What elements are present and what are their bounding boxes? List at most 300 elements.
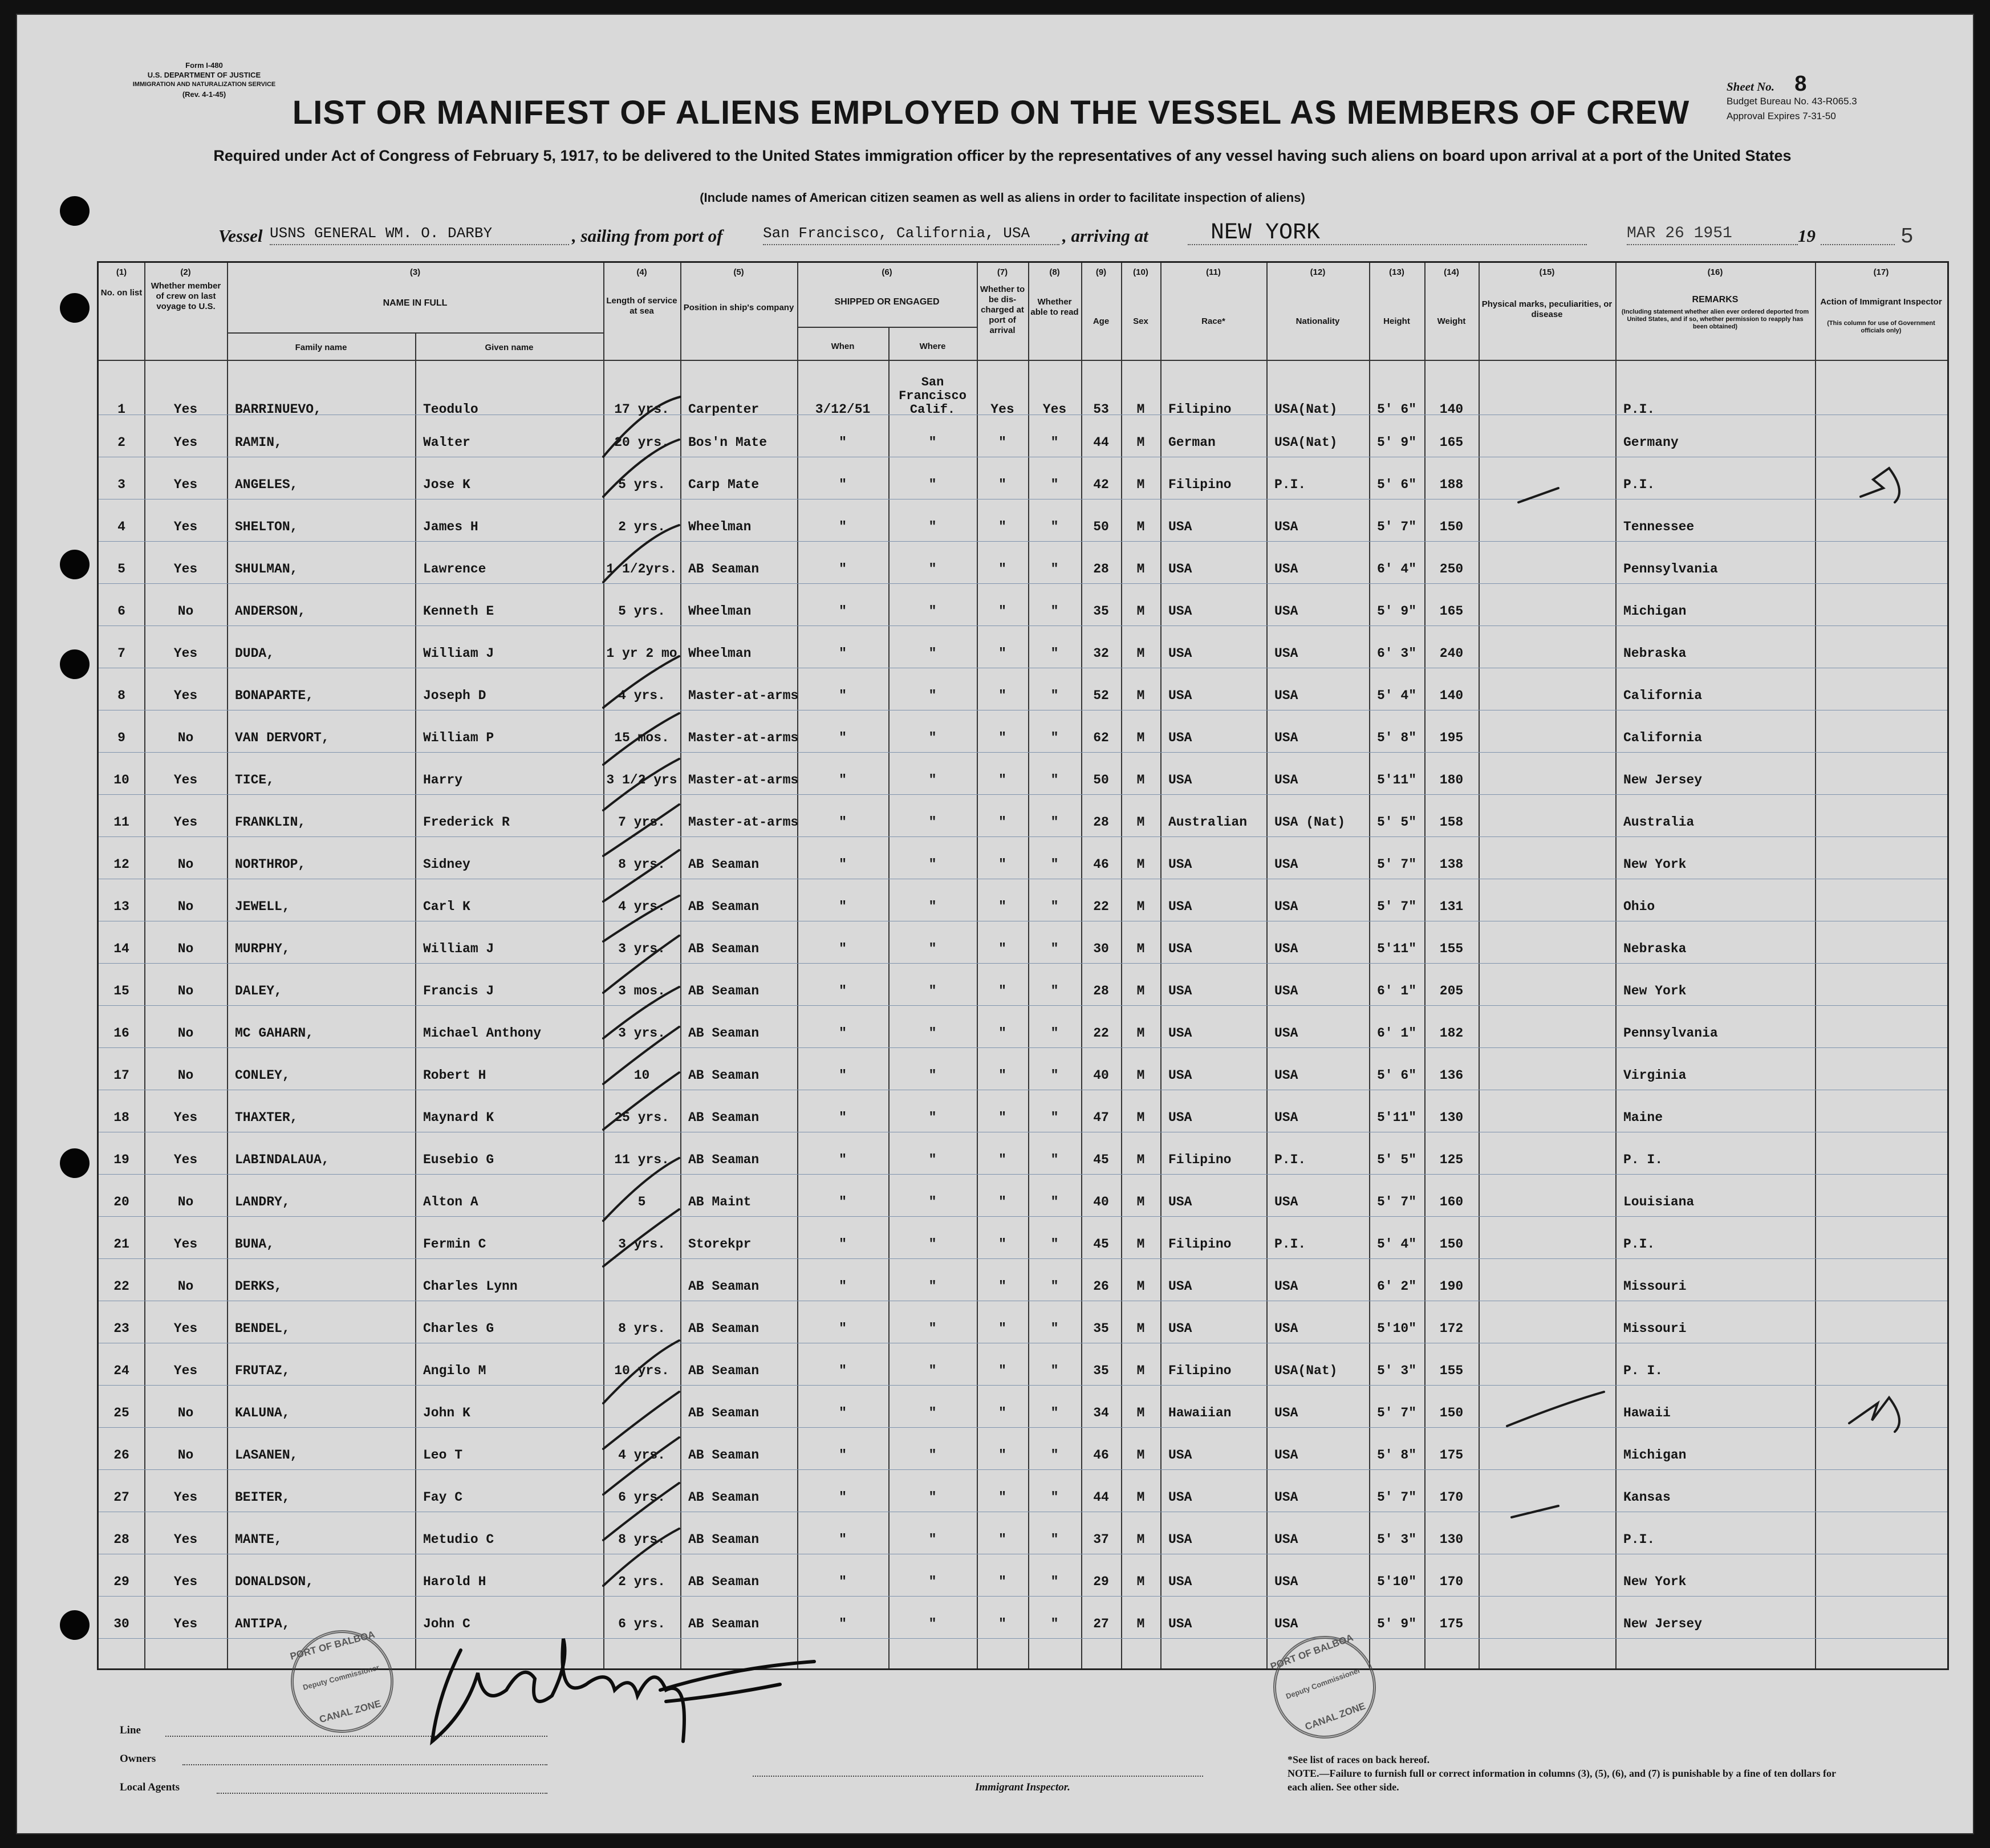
header-weight: Weight	[1437, 316, 1466, 326]
cell-race: USA	[1168, 1195, 1192, 1209]
cell-disch: "	[998, 1448, 1006, 1463]
header-no-on-list: No. on list	[100, 288, 143, 298]
vessel-line	[218, 220, 1900, 250]
header-whether-member: Whether member of crew on last voyage to U.S.	[151, 281, 221, 311]
cell-nat: USA	[1274, 1490, 1298, 1505]
cell-position: Wheelman	[688, 646, 752, 661]
cell-nat: USA	[1274, 519, 1298, 534]
cell-weight: 131	[1439, 899, 1464, 914]
cell-sex: M	[1136, 688, 1145, 703]
cell-nat: USA (Nat)	[1274, 815, 1346, 830]
cell-weight: 138	[1439, 857, 1464, 872]
cell-family: NORTHROP,	[235, 857, 306, 872]
stamp-port: PORT OF BALBOA	[289, 1628, 376, 1662]
sheet-label: Sheet No.	[1727, 80, 1774, 94]
cell-disch: "	[998, 1490, 1006, 1505]
sheet-number: 8	[1794, 72, 1807, 96]
cell-no: 23	[113, 1321, 129, 1336]
sailing-label: , sailing from port of	[572, 226, 723, 246]
races-note: *See list of races on back hereof.	[1288, 1754, 1430, 1765]
cell-age: 32	[1093, 646, 1109, 661]
cell-remarks: Nebraska	[1623, 646, 1687, 661]
cell-remarks: Missouri	[1623, 1321, 1687, 1336]
cell-race: Filipino	[1168, 1237, 1232, 1252]
stamp-zone: CANAL ZONE	[1303, 1700, 1367, 1733]
cell-sex: M	[1136, 1532, 1145, 1547]
cell-position: AB Seaman	[688, 562, 760, 576]
check-mark	[603, 850, 679, 901]
cell-no: 25	[113, 1406, 129, 1420]
cell-sex: M	[1136, 435, 1145, 450]
cell-given: Leo T	[423, 1448, 463, 1463]
cell-disch: "	[998, 1279, 1006, 1294]
cell-when: "	[839, 1152, 847, 1167]
stamp-middle: Deputy Commissioner	[1285, 1666, 1362, 1701]
where-first-row: San Francisco Calif.	[899, 375, 966, 417]
cell-age: 45	[1093, 1237, 1109, 1252]
cell-position: AB Seaman	[688, 899, 760, 914]
cell-given: Lawrence	[423, 562, 486, 576]
owners-blank	[182, 1764, 547, 1765]
cell-when: "	[839, 941, 847, 956]
cell-age: 35	[1093, 604, 1109, 619]
cell-disch: "	[998, 1321, 1006, 1336]
cell-read: "	[1050, 688, 1059, 703]
cell-nat: USA	[1274, 1617, 1298, 1631]
cell-remarks: P.I.	[1623, 477, 1655, 492]
cell-sex: M	[1136, 730, 1145, 745]
cell-service: 2 yrs.	[618, 1574, 665, 1589]
cell-height: 5'10"	[1376, 1321, 1416, 1336]
cell-read: "	[1050, 562, 1059, 576]
cell-given: Maynard K	[423, 1110, 494, 1125]
cell-remarks: Pennsylvania	[1623, 1026, 1718, 1041]
cell-height: 5' 6"	[1376, 477, 1416, 492]
cell-family: MANTE,	[235, 1532, 282, 1547]
cell-height: 5' 8"	[1376, 730, 1416, 745]
cell-nat: P.I.	[1274, 1152, 1306, 1167]
cell-remarks: Michigan	[1623, 604, 1687, 619]
cell-read: "	[1050, 1321, 1059, 1336]
cell-age: 26	[1093, 1279, 1109, 1294]
cell-race: Filipino	[1168, 402, 1232, 417]
cell-sex: M	[1136, 1490, 1145, 1505]
cell-disch: "	[998, 519, 1006, 534]
cell-remarks: Tennessee	[1623, 519, 1695, 534]
cell-race: USA	[1168, 604, 1192, 619]
cell-height: 6' 2"	[1376, 1279, 1416, 1294]
check-mark	[603, 936, 679, 993]
cell-no: 2	[117, 435, 125, 450]
cell-no: 12	[113, 857, 129, 872]
cell-weight: 240	[1439, 646, 1464, 661]
cell-no: 21	[113, 1237, 129, 1252]
cell-position: AB Seaman	[688, 1490, 760, 1505]
cell-weight: 170	[1439, 1574, 1464, 1589]
inspector-blank	[753, 1776, 1203, 1777]
cell-disch: "	[998, 773, 1006, 787]
cell-disch: Yes	[990, 402, 1014, 417]
cell-where: "	[928, 815, 937, 830]
cell-when: "	[839, 1068, 847, 1083]
cell-where: "	[928, 604, 937, 619]
cell-sex: M	[1136, 402, 1145, 417]
cell-weight: 150	[1439, 1406, 1464, 1420]
header-nationality: Nationality	[1295, 316, 1340, 326]
cell-weight: 188	[1439, 477, 1464, 492]
cell-given: Kenneth E	[423, 604, 494, 619]
cell-service: 3 yrs.	[618, 1026, 665, 1041]
cell-given: Angilo M	[423, 1363, 486, 1378]
cell-nat: USA	[1274, 1026, 1298, 1041]
cell-when: "	[839, 562, 847, 576]
cell-service: 25 yrs.	[614, 1110, 669, 1125]
cell-given: John C	[423, 1617, 470, 1631]
cell-disch: "	[998, 1026, 1006, 1041]
cell-service: 15 mos.	[614, 730, 669, 745]
header-race: Race*	[1201, 316, 1225, 326]
cell-member: Yes	[173, 402, 198, 417]
cell-no: 1	[117, 402, 125, 417]
cell-race: USA	[1168, 1321, 1192, 1336]
cell-age: 47	[1093, 1110, 1109, 1125]
cell-read: "	[1050, 1237, 1059, 1252]
cell-disch: "	[998, 1363, 1006, 1378]
col-num: (6)	[882, 267, 892, 277]
cell-when: "	[839, 857, 847, 872]
cell-when: "	[839, 1490, 847, 1505]
stamp-port: PORT OF BALBOA	[1269, 1632, 1355, 1672]
cell-family: ANDERSON,	[235, 604, 306, 619]
cell-remarks: New York	[1623, 984, 1687, 998]
cell-service: 8 yrs.	[618, 1321, 665, 1336]
cell-race: USA	[1168, 519, 1192, 534]
cell-remarks: Louisiana	[1623, 1195, 1695, 1209]
cell-member: No	[177, 604, 194, 619]
cell-remarks: New York	[1623, 1574, 1687, 1589]
cell-no: 10	[113, 773, 129, 787]
cell-sex: M	[1136, 1363, 1145, 1378]
cell-given: Harry	[423, 773, 463, 787]
cell-remarks: P.I.	[1623, 1532, 1655, 1547]
cell-position: AB Seaman	[688, 1110, 760, 1125]
cell-sex: M	[1136, 1195, 1145, 1209]
cell-race: USA	[1168, 1617, 1192, 1631]
cell-remarks: California	[1623, 730, 1703, 745]
cell-nat: USA	[1274, 1532, 1298, 1547]
cell-when: "	[839, 984, 847, 998]
cell-where: "	[928, 1110, 937, 1125]
cell-race: Hawaiian	[1168, 1406, 1232, 1420]
cell-no: 8	[117, 688, 125, 703]
vessel-name: USNS GENERAL WM. O. DARBY	[270, 225, 569, 245]
cell-read: "	[1050, 1279, 1059, 1294]
cell-member: No	[177, 984, 194, 998]
cell-when: "	[839, 1279, 847, 1294]
cell-height: 5'11"	[1376, 773, 1416, 787]
cell-when: "	[839, 1617, 847, 1631]
col-num: (13)	[1389, 267, 1404, 277]
cell-read: "	[1050, 1617, 1059, 1631]
cell-position: AB Seaman	[688, 857, 760, 872]
cell-service: 2 yrs.	[618, 519, 665, 534]
cell-remarks: Kansas	[1623, 1490, 1671, 1505]
cell-nat: USA	[1274, 857, 1298, 872]
penalty-note: NOTE.—Failure to furnish full or correct information in columns (3), (5), (6), and (7) is punishable by a fine of ten dollars for each alien. See other side.	[1288, 1768, 1836, 1793]
cell-given: Sidney	[423, 857, 470, 872]
cell-nat: USA	[1274, 604, 1298, 619]
cell-member: Yes	[173, 1617, 198, 1631]
cell-position: AB Seaman	[688, 1363, 760, 1378]
cell-member: No	[177, 899, 194, 914]
cell-service: 5 yrs.	[618, 604, 665, 619]
cell-when: "	[839, 1532, 847, 1547]
cell-family: LABINDALAUA,	[235, 1152, 330, 1167]
header-length-service: Length of service at sea	[606, 296, 677, 316]
cell-nat: USA	[1274, 688, 1298, 703]
cell-no: 26	[113, 1448, 129, 1463]
cell-when: "	[839, 1574, 847, 1589]
check-mark	[603, 987, 679, 1038]
cell-age: 40	[1093, 1068, 1109, 1083]
cell-nat: P.I.	[1274, 477, 1306, 492]
cell-given: Harold H	[423, 1574, 486, 1589]
cell-service: 1 yr 2 mo	[606, 646, 677, 661]
cell-service: 10 yrs.	[614, 1363, 669, 1378]
cell-age: 22	[1093, 899, 1109, 914]
cell-when: "	[839, 1110, 847, 1125]
cell-family: KALUNA,	[235, 1406, 290, 1420]
cell-given: James H	[423, 519, 478, 534]
cell-family: BENDEL,	[235, 1321, 290, 1336]
cell-race: USA	[1168, 1110, 1192, 1125]
tick-mark	[1518, 488, 1558, 502]
cell-where: "	[928, 984, 937, 998]
cell-nat: USA	[1274, 1574, 1298, 1589]
cell-family: FRUTAZ,	[235, 1363, 290, 1378]
cell-remarks: Ohio	[1623, 899, 1655, 914]
cell-service: 3 1/2 yrs	[606, 773, 677, 787]
header-discharged: Whether to be dis-charged at port of arrival	[980, 285, 1025, 335]
cell-given: Eusebio G	[423, 1152, 494, 1167]
header-remarks: REMARKS	[1692, 295, 1739, 304]
cell-family: LANDRY,	[235, 1195, 290, 1209]
cell-member: Yes	[173, 773, 198, 787]
cell-disch: "	[998, 646, 1006, 661]
cell-when: 3/12/51	[815, 402, 871, 417]
cell-member: No	[177, 1448, 194, 1463]
header-where: Where	[919, 342, 946, 351]
cell-read: "	[1050, 1532, 1059, 1547]
cell-remarks: Pennsylvania	[1623, 562, 1718, 576]
cell-race: USA	[1168, 1490, 1192, 1505]
cell-disch: "	[998, 941, 1006, 956]
cell-position: Carp Mate	[688, 477, 760, 492]
cell-nat: USA	[1274, 1448, 1298, 1463]
cell-service: 11 yrs.	[614, 1152, 669, 1167]
cell-age: 35	[1093, 1321, 1109, 1336]
cell-sex: M	[1136, 815, 1145, 830]
cell-position: AB Seaman	[688, 984, 760, 998]
cell-remarks: California	[1623, 688, 1703, 703]
cell-no: 17	[113, 1068, 129, 1083]
cell-family: BONAPARTE,	[235, 688, 314, 703]
cell-member: Yes	[173, 1532, 198, 1547]
cell-nat: USA(Nat)	[1274, 402, 1338, 417]
cell-weight: 175	[1439, 1617, 1464, 1631]
cell-weight: 130	[1439, 1532, 1464, 1547]
cell-position: Wheelman	[688, 604, 752, 619]
cell-nat: USA	[1274, 1279, 1298, 1294]
cell-family: DALEY,	[235, 984, 282, 998]
cell-height: 5' 7"	[1376, 1490, 1416, 1505]
inspector-initials	[1849, 1398, 1899, 1432]
cell-position: AB Maint	[688, 1195, 752, 1209]
cell-family: TICE,	[235, 773, 275, 787]
col-num: (9)	[1095, 267, 1107, 277]
line-label: Line	[120, 1724, 141, 1736]
cell-when: "	[839, 688, 847, 703]
cell-read: "	[1050, 646, 1059, 661]
cell-height: 5' 7"	[1376, 1195, 1416, 1209]
cell-given: Francis J	[423, 984, 494, 998]
header-physical: Physical marks, peculiarities, or disease	[1481, 299, 1613, 319]
cell-service: 4 yrs.	[618, 899, 665, 914]
cell-when: "	[839, 1321, 847, 1336]
cell-position: AB Seaman	[688, 1026, 760, 1041]
cell-weight: 180	[1439, 773, 1464, 787]
cell-age: 46	[1093, 1448, 1109, 1463]
header-action: Action of Immigrant Inspector	[1820, 297, 1942, 307]
cell-remarks: Nebraska	[1623, 941, 1687, 956]
punch-hole	[60, 293, 90, 323]
check-mark	[603, 1209, 679, 1266]
cell-height: 5' 7"	[1376, 519, 1416, 534]
sailing-port: San Francisco, California, USA	[763, 225, 1059, 245]
cell-family: SHELTON,	[235, 519, 298, 534]
col-num: (14)	[1444, 267, 1459, 277]
cell-disch: "	[998, 1152, 1006, 1167]
cell-family: FRANKLIN,	[235, 815, 306, 830]
cell-no: 18	[113, 1110, 129, 1125]
cell-age: 34	[1093, 1406, 1109, 1420]
cell-disch: "	[998, 688, 1006, 703]
cell-sex: M	[1136, 857, 1145, 872]
cell-where: "	[928, 688, 937, 703]
cell-member: Yes	[173, 1321, 198, 1336]
cell-sex: M	[1136, 899, 1145, 914]
cell-disch: "	[998, 899, 1006, 914]
cell-member: No	[177, 1406, 194, 1420]
cell-sex: M	[1136, 1026, 1145, 1041]
cell-given: Frederick R	[423, 815, 510, 830]
cell-disch: "	[998, 1237, 1006, 1252]
cell-position: Storekpr	[688, 1237, 752, 1252]
cell-race: USA	[1168, 984, 1192, 998]
cell-family: ANTIPA,	[235, 1617, 290, 1631]
cell-given: John K	[423, 1406, 470, 1420]
cell-read: "	[1050, 1490, 1059, 1505]
cell-when: "	[839, 1195, 847, 1209]
cell-age: 52	[1093, 688, 1109, 703]
cell-read: "	[1050, 1026, 1059, 1041]
cell-member: Yes	[173, 1110, 198, 1125]
cell-family: THAXTER,	[235, 1110, 298, 1125]
cell-age: 40	[1093, 1195, 1109, 1209]
cell-no: 28	[113, 1532, 129, 1547]
cell-sex: M	[1136, 1068, 1145, 1083]
cell-where: "	[928, 941, 937, 956]
cell-service: 4 yrs.	[618, 1448, 665, 1463]
cell-race: USA	[1168, 899, 1192, 914]
header-family-name: Family name	[295, 343, 347, 352]
tick-mark	[1507, 1392, 1604, 1426]
cell-weight: 172	[1439, 1321, 1464, 1336]
cell-no: 27	[113, 1490, 129, 1505]
check-mark	[603, 397, 680, 457]
col-num: (4)	[636, 267, 647, 277]
stamp-zone: CANAL ZONE	[318, 1698, 383, 1725]
punch-hole	[60, 196, 90, 226]
cell-family: ANGELES,	[235, 477, 298, 492]
cell-where: "	[928, 477, 937, 492]
cell-no: 13	[113, 899, 129, 914]
cell-nat: USA	[1274, 646, 1298, 661]
cell-member: Yes	[173, 435, 198, 450]
header-able-read: Whether able to read	[1030, 297, 1079, 317]
cell-family: BUNA,	[235, 1237, 275, 1252]
cell-read: "	[1050, 984, 1059, 998]
cell-height: 6' 4"	[1376, 562, 1416, 576]
cell-family: BARRINUEVO,	[235, 402, 322, 417]
header-sex: Sex	[1133, 316, 1148, 326]
note-block	[1288, 1753, 1858, 1794]
cell-no: 11	[113, 815, 129, 830]
cell-height: 5' 8"	[1376, 1448, 1416, 1463]
cell-read: "	[1050, 435, 1059, 450]
cell-position: AB Seaman	[688, 1406, 760, 1420]
cell-given: William J	[423, 646, 494, 661]
cell-height: 5'11"	[1376, 941, 1416, 956]
cell-race: Filipino	[1168, 1152, 1232, 1167]
cell-when: "	[839, 435, 847, 450]
cell-member: Yes	[173, 1490, 198, 1505]
cell-height: 5' 3"	[1376, 1363, 1416, 1378]
cell-where: "	[928, 646, 937, 661]
cell-nat: USA	[1274, 1110, 1298, 1125]
cell-member: No	[177, 1026, 194, 1041]
cell-no: 19	[113, 1152, 129, 1167]
cell-disch: "	[998, 984, 1006, 998]
form-number: Form I-480	[185, 61, 223, 70]
cell-remarks: P. I.	[1623, 1152, 1663, 1167]
cell-remarks: P.I.	[1623, 1237, 1655, 1252]
cell-no: 15	[113, 984, 129, 998]
cell-read: "	[1050, 1068, 1059, 1083]
cell-weight: 130	[1439, 1110, 1464, 1125]
cell-height: 5' 7"	[1376, 857, 1416, 872]
cell-read: "	[1050, 1110, 1059, 1125]
cell-given: Fermin C	[423, 1237, 486, 1252]
punch-hole	[60, 1610, 90, 1640]
col-num: (10)	[1133, 267, 1148, 277]
approval-expires: Approval Expires 7-31-50	[1727, 111, 1836, 121]
cell-height: 5' 7"	[1376, 899, 1416, 914]
check-mark	[603, 805, 679, 856]
cell-no: 4	[117, 519, 125, 534]
cell-sex: M	[1136, 1279, 1145, 1294]
header-age: Age	[1093, 316, 1110, 326]
